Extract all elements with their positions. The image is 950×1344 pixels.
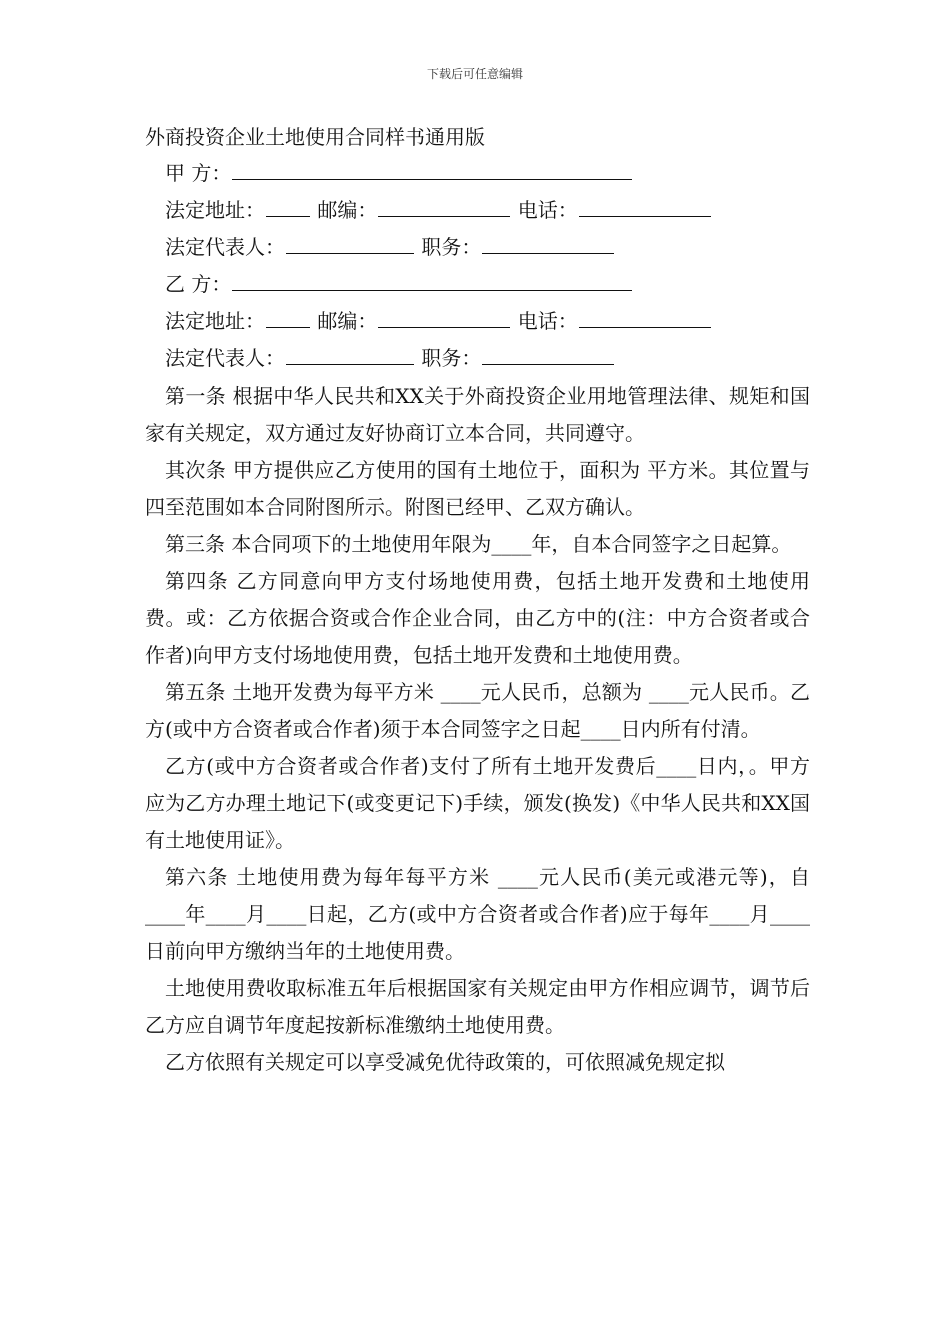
party-a-rep-line — [165, 233, 615, 261]
party-b-address-label: 法定地址： — [165, 309, 265, 333]
clause-6-paragraph-2: 土地使用费收取标准五年后根据国家有关规定由甲方作相应调节，调节后乙方应自调节年度起按新标准缴纳土地使用费。 — [145, 976, 810, 1037]
party-a-rep-label: 法定代表人： — [165, 235, 285, 259]
party-a-address-label: 法定地址： — [165, 198, 265, 222]
party-a-position-blank[interactable] — [482, 235, 614, 254]
clause-6-paragraph-3: 乙方依照有关规定可以享受减免优待政策的，可依照减免规定拟 — [165, 1050, 725, 1074]
party-a-postcode-blank[interactable] — [378, 198, 510, 217]
party-a-phone-blank[interactable] — [579, 198, 711, 217]
party-a-label: 甲 方： — [165, 161, 232, 185]
party-b-line — [165, 270, 633, 298]
party-a-line — [165, 159, 633, 187]
party-a-postcode-label: 邮编： — [317, 198, 378, 222]
party-b-phone-blank[interactable] — [579, 309, 711, 328]
clause-5-paragraph-2: 乙方(或中方合资者或合作者)支付了所有土地开发费后____日内，。甲方应为乙方办理土地记下(或变更记下)手续，颁发(换发)《中华人民共和XX国有土地使用证》。 — [145, 754, 810, 852]
party-b-phone-label: 电话： — [517, 309, 578, 333]
clause-1: 第一条 根据中华人民共和XX关于外商投资企业用地管理法律、规矩和国家有关规定，双方通过友好协商订立本合同，共同遵守。 — [145, 384, 810, 445]
clause-2: 其次条 甲方提供应乙方使用的国有土地位于，面积为 平方米。其位置与四至范围如本合同附图所示。附图已经甲、乙双方确认。 — [145, 458, 810, 519]
clause-4: 第四条 乙方同意向甲方支付场地使用费，包括土地开发费和土地使用费。或：乙方依据合资或合作企业合同，由乙方中的(注：中方合资者或合作者)向甲方支付场地使用费，包括土地开发费和土地使用费。 — [145, 569, 810, 667]
party-b-rep-label: 法定代表人： — [165, 346, 285, 370]
party-b-address-blank[interactable] — [266, 309, 310, 328]
party-a-rep-blank[interactable] — [286, 235, 414, 254]
party-a-position-label: 职务： — [421, 235, 482, 259]
party-b-address-line — [165, 307, 712, 335]
clause-5: 第五条 土地开发费为每平方米 ____元人民币，总额为 ____元人民币。乙方(或中方合资者或合作者)须于本合同签字之日起____日内所有付清。 — [145, 680, 810, 741]
party-b-postcode-label: 邮编： — [317, 309, 378, 333]
party-a-address-blank[interactable] — [266, 198, 310, 217]
document-title: 外商投资企业土地使用合同样书通用版 — [145, 125, 485, 149]
party-a-phone-label: 电话： — [517, 198, 578, 222]
party-b-position-blank[interactable] — [482, 346, 614, 365]
party-b-label: 乙 方： — [165, 272, 232, 296]
clause-6: 第六条 土地使用费为每年每平方米 ____元人民币(美元或港元等)，自 ____年____月____日起，乙方(或中方合资者或合作者)应于每年____月____日前向甲方缴纳当年的土地使用费。 — [145, 865, 810, 963]
party-b-blank[interactable] — [232, 272, 632, 291]
clause-3: 第三条 本合同项下的土地使用年限为____年，自本合同签字之日起算。 — [165, 532, 792, 556]
party-a-blank[interactable] — [232, 161, 632, 180]
contract-body — [145, 378, 810, 1081]
party-b-postcode-blank[interactable] — [378, 309, 510, 328]
party-b-position-label: 职务： — [421, 346, 482, 370]
page-header-note: 下载后可任意编辑 — [426, 67, 523, 81]
party-b-rep-blank[interactable] — [286, 346, 414, 365]
party-a-address-line — [165, 196, 712, 224]
party-b-rep-line — [165, 344, 615, 372]
